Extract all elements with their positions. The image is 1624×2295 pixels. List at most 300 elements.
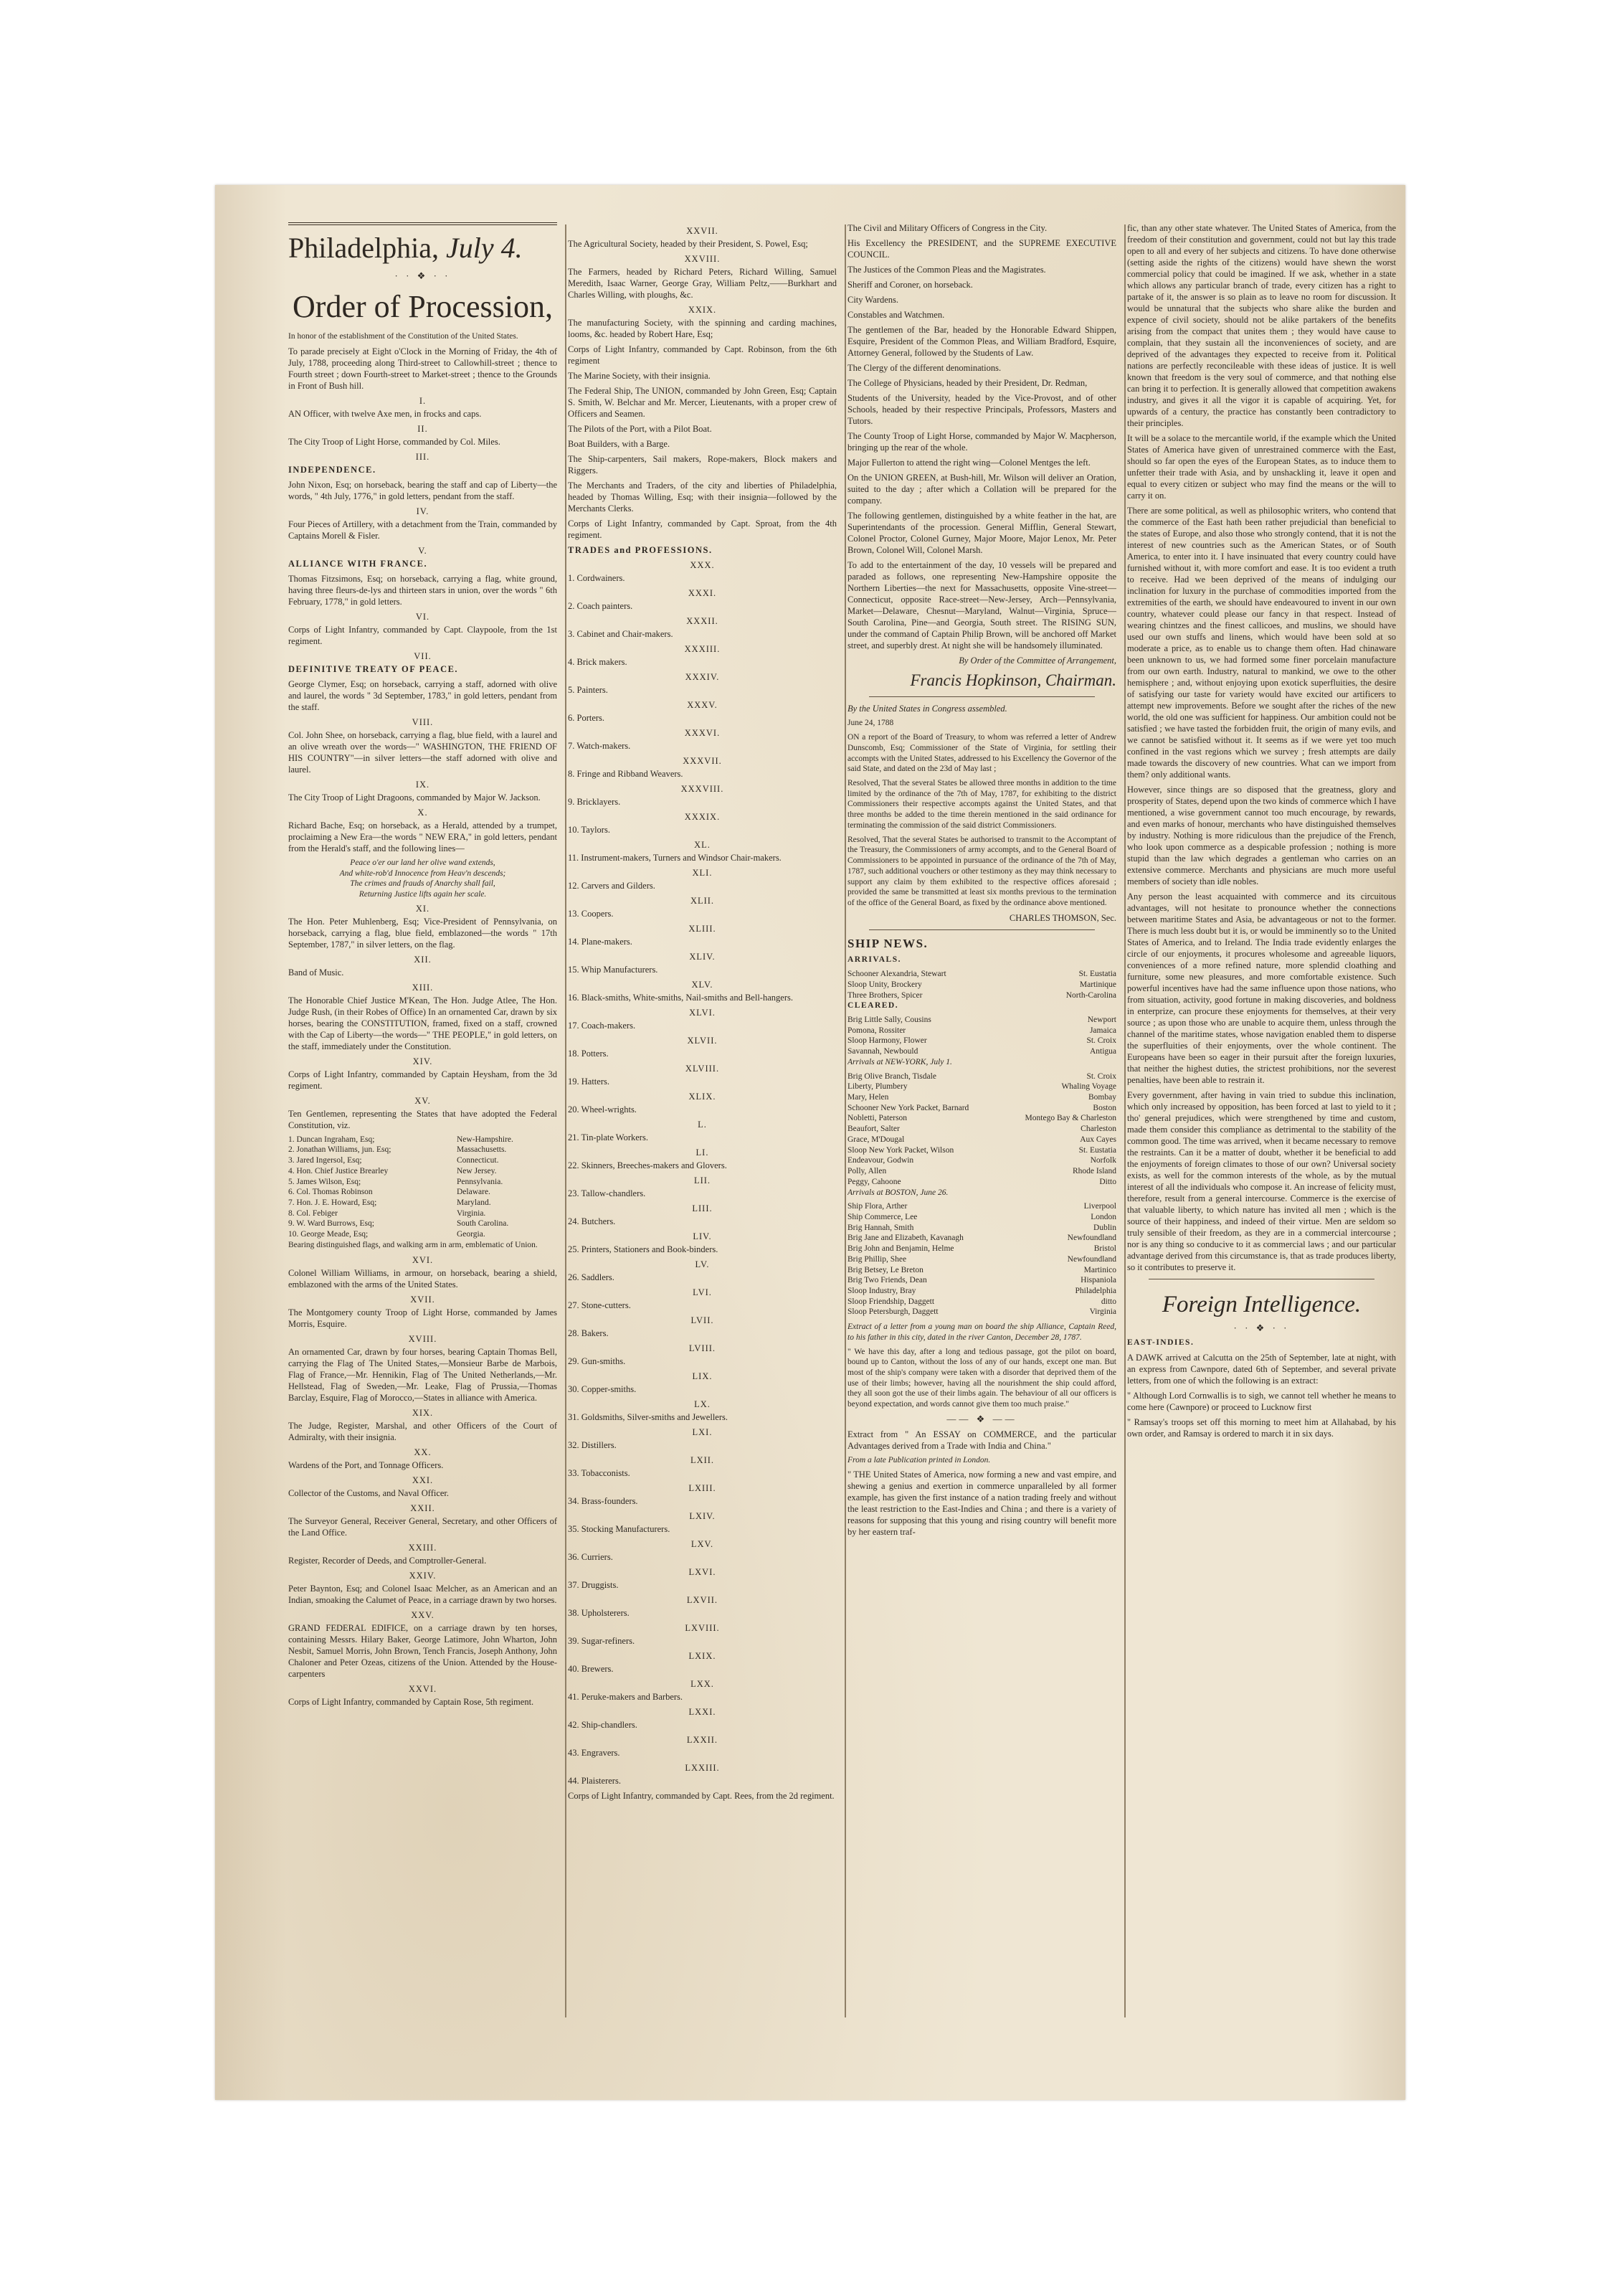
ship-port: Newfoundland <box>1067 1234 1116 1243</box>
boston-arrivals-list <box>847 1201 1116 1317</box>
trade-name: 36. Curriers. <box>568 1552 613 1562</box>
ship-port: Dublin <box>1093 1223 1116 1232</box>
item-text: Register, Recorder of Deeds, and Comptroller-General. <box>288 1555 487 1566</box>
verse-line: Returning Justice lifts again her scale. <box>358 890 487 899</box>
trade-name: 2. Coach painters. <box>568 601 633 611</box>
procession-line: The gentlemen of the Bar, headed by the Honorable Edward Shippen, Esquire, President of the Common Pleas, and William Bradford, Esquire, Attorney General, followed by the Students of Law. <box>847 325 1116 358</box>
item-text: Wardens of the Port, and Tonnage Officers. <box>288 1459 444 1470</box>
state-name: Massachusetts. <box>457 1145 507 1155</box>
state-delegate: 1. Duncan Ingraham, Esq; <box>288 1135 375 1144</box>
ship-port: Martinique <box>1079 980 1116 989</box>
item-text: Corps of Light Infantry, commanded by Captain Rose, 5th regiment. <box>288 1696 534 1707</box>
item-text: Corps of Light Infantry, commanded by Captain Heysham, from the 3d regiment. <box>288 1069 557 1091</box>
trade-number: LXXII. <box>686 1735 718 1745</box>
trade-number: LV. <box>695 1259 710 1269</box>
trade-number: XXXI. <box>688 588 717 598</box>
trade-number: LXVI. <box>688 1567 716 1577</box>
item-text: The Merchants and Traders, of the city and liberties of Philadelphia, headed by Thomas Willing, Esq; with their insignia—followed by the Merchants Clerks. <box>568 481 837 514</box>
trade-name: 18. Potters. <box>568 1049 609 1059</box>
ship-port: Bristol <box>1093 1244 1116 1254</box>
ship-row <box>847 990 1116 1001</box>
item-text: The City Troop of Light Dragoons, commanded by Major W. Jackson. <box>288 792 541 803</box>
procession-line: The County Troop of Light Horse, commanded by Major W. Macpherson, bringing up the rear of the whole. <box>847 431 1116 453</box>
procession-line: Students of the University, headed by the Vice-Provost, and of other Schools, headed by their respective Principals, Professors, Masters and Tutors. <box>847 393 1116 426</box>
foreign-paragraph: A DAWK arrived at Calcutta on the 25th of September, late at night, with an express from Cawnpore, dated 6th of September, and several private letters, from one of which the following is an extract: <box>1127 1352 1396 1386</box>
item-text: The Hon. Peter Muhlenberg, Esq; Vice-President of Pennsylvania, on horseback, carrying a flag, blue field, emblazoned—the words " 17th September, 1787," in silver letters, on the flag. <box>288 916 557 950</box>
ship-name: Schooner New York Packet, Barnard <box>847 1103 969 1112</box>
trade-name: 35. Stocking Manufacturers. <box>568 1524 670 1534</box>
trade-number: LXIX. <box>688 1651 716 1661</box>
item-number: XIX. <box>412 1407 434 1418</box>
procession-line: The following gentlemen, distinguished by a white feather in the hat, are Superintendants of the procession. General Mifflin, General Stewart, Colonel Proctor, Colonel Gurney, Major Moore, Major Lenox, Mr. Peter Brown, Colonel Will, Colonel Marsh. <box>847 511 1116 555</box>
procession-list <box>568 225 837 541</box>
ship-port: Newfoundland <box>1067 1254 1116 1264</box>
trade-name: 20. Wheel-wrights. <box>568 1104 637 1115</box>
trade-name: 16. Black-smiths, White-smiths, Nail-smiths and Bell-hangers. <box>568 993 793 1003</box>
trade-name: 7. Watch-makers. <box>568 741 631 751</box>
ornament: · · ❖ · · <box>1233 1322 1290 1334</box>
trade-name: 32. Distillers. <box>568 1440 617 1450</box>
dateline-date: July 4. <box>445 232 523 264</box>
congress-paragraph: Resolved, That the several States be allowed three months in addition to the time limited by the ordinance of the 7th of May, 1787, for exhibiting to the district Commissioners their respective accompts against the United States, and that three months be added to the time therein mentioned in the said ordinance for terminating the commission of the said district Commissioners. <box>847 779 1116 830</box>
ship-row <box>847 1036 1116 1046</box>
ship-port: St. Eustatia <box>1078 1145 1116 1155</box>
ship-port: Philadelphia <box>1075 1286 1116 1295</box>
item-number: II. <box>417 423 428 434</box>
ship-port: Charleston <box>1081 1125 1116 1134</box>
states-note: Bearing distinguished flags, and walking arm in arm, emblematic of Union. <box>288 1240 538 1249</box>
state-delegate: 7. Hon. J. E. Howard, Esq; <box>288 1198 377 1208</box>
trade-number: XXXIV. <box>685 672 720 682</box>
divider <box>869 929 1095 930</box>
state-name: Connecticut. <box>457 1156 499 1165</box>
trade-number: XLIV. <box>689 952 716 962</box>
trade-number: LX. <box>694 1399 711 1409</box>
item-text: Four Pieces of Artillery, with a detachment from the Train, commanded by Captains Morell & Fisler. <box>288 519 557 541</box>
ship-row <box>847 1071 1116 1082</box>
trade-name: 30. Copper-smiths. <box>568 1384 637 1394</box>
ship-row <box>847 1177 1116 1188</box>
verse-line: The crimes and frauds of Anarchy shall fail, <box>350 879 495 889</box>
column-rule <box>845 224 846 2017</box>
item-text: An ornamented Car, drawn by four horses, bearing Captain Thomas Bell, carrying the Flag of The United States,—Monsieur Barbe de Marbois, Flag of France,—Mr. Hennikin, Flag of The United Netherlands,—Mr. Hellstead, Flag of Sweden,—Mr. Leake, Flag of Prussia,—Thomas Barclay, Esquire, Flag of Morocco,—States in alliance with America. <box>288 1346 557 1403</box>
trade-name: 24. Butchers. <box>568 1216 616 1226</box>
item-detail: George Clymer, Esq; on horseback, carrying a staff, adorned with olive and laurel, the words " 3d September, 1783," in gold letters, pendant from the staff. <box>288 678 557 712</box>
trade-name: 4. Brick makers. <box>568 657 627 667</box>
ship-name: Brig Phillip, Shee <box>847 1254 907 1264</box>
item-number: XXIX. <box>688 305 717 315</box>
item-text: The Farmers, headed by Richard Peters, Richard Willing, Samuel Meredith, Isaac Warner, George Gray, William Peltz,——Burkhart and Charles Willing, with ploughs, &c. <box>568 267 837 300</box>
foreign-paragraph: " Ramsay's troops set off this morning to meet him at Allahabad, by his own order, and Ramsay is ordered to march it in six days. <box>1127 1416 1396 1439</box>
procession-line: Sheriff and Coroner, on horseback. <box>847 280 973 290</box>
trade-number: LXV. <box>690 1539 714 1549</box>
ship-name: Savannah, Newbould <box>847 1047 918 1056</box>
state-name: Georgia. <box>457 1230 485 1239</box>
item-text: The Honorable Chief Justice M'Kean, The Hon. Judge Atlee, The Hon. Judge Rush, (in their Robes of Office) In an ornamented Car, drawn by six horses, bearing the CONSTITUTION, framed, fixed on a staff, crowned with the Cap of Liberty—the words—" THE PEOPLE," in gold letters, on the staff, immediately under the Constitution. <box>288 995 557 1051</box>
divider <box>869 696 1095 697</box>
trade-name: 8. Fringe and Ribband Weavers. <box>568 769 683 779</box>
state-name: South Carolina. <box>457 1219 509 1229</box>
trade-number: LII. <box>693 1175 711 1186</box>
procession-line: The College of Physicians, headed by their President, Dr. Redman, <box>847 378 1088 388</box>
newspaper-page <box>215 185 1405 2100</box>
ship-row <box>847 1212 1116 1223</box>
item-text: DEFINITIVE TREATY OF PEACE. <box>288 663 459 674</box>
procession-line: The Justices of the Common Pleas and the Magistrates. <box>847 265 1046 275</box>
item-text: INDEPENDENCE. <box>288 464 376 475</box>
ship-name: Sloop New York Packet, Wilson <box>847 1145 954 1155</box>
item-number: XXVII. <box>686 226 718 236</box>
trade-number: LXX. <box>690 1679 714 1689</box>
arrivals-heading: ARRIVALS. <box>847 955 901 965</box>
ship-name: Ship Flora, Arther <box>847 1202 908 1211</box>
item-text: The Marine Society, with their insignia. <box>568 371 711 381</box>
ship-port: Newport <box>1087 1016 1116 1024</box>
trade-name: 23. Tallow-chandlers. <box>568 1188 646 1198</box>
item-number: XII. <box>414 954 432 965</box>
ship-row <box>847 980 1116 990</box>
trade-name: 40. Brewers. <box>568 1664 614 1674</box>
ship-name: Beaufort, Salter <box>847 1125 900 1134</box>
ship-name: Brig Little Sally, Cousins <box>847 1016 931 1024</box>
ship-row <box>847 1082 1116 1092</box>
letter-extract-heading: Extract of a letter from a young man on board the ship Alliance, Captain Reed, to his father in this city, dated in the river Canton, December 28, 1787. <box>847 1322 1116 1342</box>
article-title: Order of Procession, <box>293 288 553 324</box>
item-number: XVI. <box>412 1254 434 1265</box>
trade-name: 42. Ship-chandlers. <box>568 1720 637 1730</box>
foreign-paragraph: " Although Lord Cornwallis is to sigh, we cannot tell whether he means to come here (Cawnpore) or proceed to Lucknow first <box>1127 1390 1396 1412</box>
ship-port: Whaling Voyage <box>1061 1082 1116 1092</box>
state-delegate: 8. Col. Febiger <box>288 1208 338 1218</box>
procession-line: Major Fullerton to attend the right wing—Colonel Mentges the left. <box>847 458 1091 468</box>
congress-heading: By the United States in Congress assembled. <box>847 704 1007 714</box>
ship-port: Jamaica <box>1089 1026 1116 1035</box>
ship-port: Liverpool <box>1083 1202 1116 1211</box>
item-number: XXI. <box>412 1475 434 1485</box>
verse-line: Peace o'er our land her olive wand extends, <box>350 858 495 867</box>
signature: Francis Hopkinson, Chairman. <box>910 671 1116 689</box>
trade-number: XLI. <box>692 868 713 878</box>
trade-name: 5. Painters. <box>568 685 608 695</box>
state-name: Delaware. <box>457 1188 490 1197</box>
ship-row <box>847 1275 1116 1286</box>
ship-port: Rhode Island <box>1072 1167 1116 1176</box>
ship-row <box>847 1155 1116 1166</box>
trade-number: XXXVII. <box>683 756 722 766</box>
ship-news-heading: SHIP NEWS. <box>847 936 929 950</box>
item-number: VIII. <box>412 716 434 727</box>
congress-paragraph: Resolved, That the several States be authorised to transmit to the Accomptant of the Treasury, the Commissioners of army accompts, and to the General Board of Commissioners to be appointed in pursuance of the ordinance of the 7th of May, 1787, such additional vouchers or other testimony as they may think necessary to support any claim by them exhibited to the respective offices aforesaid ; provided the same be transmitted at least six months previous to the termination of the office of the General Board, as fixed by the ordinance above mentioned. <box>847 835 1116 907</box>
trade-number: XXXIX. <box>684 812 721 822</box>
ny-arrivals-list <box>847 1071 1116 1188</box>
procession-line: On the UNION GREEN, at Bush-hill, Mr. Wilson will deliver an Oration, suited to the day ; after which a Collation will be prepared for the company. <box>847 473 1116 506</box>
item-text: The Pilots of the Port, with a Pilot Boat. <box>568 424 712 434</box>
item-number: XVII. <box>410 1294 435 1305</box>
ship-port: Norfolk <box>1090 1156 1116 1165</box>
trade-name: 43. Engravers. <box>568 1748 620 1758</box>
state-name: New Jersey. <box>457 1166 497 1175</box>
procession-line: His Excellency the PRESIDENT, and the SUPREME EXECUTIVE COUNCIL. <box>847 238 1116 260</box>
trade-name: 39. Sugar-refiners. <box>568 1636 635 1646</box>
ship-port: Bombay <box>1088 1093 1116 1102</box>
item-number: XIII. <box>412 982 434 993</box>
item-text: The Agricultural Society, headed by their President, S. Powel, Esq; <box>568 239 808 249</box>
ship-name: Brig John and Benjamin, Helme <box>847 1244 954 1254</box>
ship-port: St. Eustatia <box>1078 970 1116 979</box>
trade-name: 21. Tin-plate Workers. <box>568 1132 648 1142</box>
ship-name: Grace, M'Dougal <box>847 1135 905 1144</box>
trade-name: 26. Saddlers. <box>568 1272 614 1282</box>
item-detail: Thomas Fitzsimons, Esq; on horseback, carrying a flag, white ground, having three fleurs-de-lys and thirteen stars in union, over the words " 6th February, 1778," in gold letters. <box>288 573 557 607</box>
trade-number: LIX. <box>692 1371 713 1381</box>
column-3 <box>847 222 1116 1541</box>
ship-port: ditto <box>1101 1297 1116 1306</box>
trade-name: 11. Instrument-makers, Turners and Windsor Chair-makers. <box>568 853 782 863</box>
ship-name: Polly, Allen <box>847 1167 887 1176</box>
essay-paragraph: fic, than any other state whatever. The United States of America, from the freedom of their constitution and government, could not but lay this trade open to all and every of her subjects and citizens. To have done otherwise (setting aside the rights of the citizens) would have shewn the worst commercial policy that could be imagined. If we ask, whether in a state which allows any particular branch of trade, every citizen has a right to partake of it, the answer is so plain as to leave no room for discussion. It would be unnatural that the subjects who share alike the burden and expence of civil society, should not be alike partakers of the benefits arising from the compact that unites them ; they would have cause to complain, that they sustain all the inconveniences of society, and are deprived of the advantages they expected to receive from it. Political nations are perfectly reconcileable with these ideas of justice. It is well known that freedom is the very soul of commerce, and that nothing else can bring it to perfection. It is generally allowed that competition awakens industry, and gives it all the vigor it is capable of acquiring. Yet, for upwards of a century, the practice has constantly been contradictory to their principles. <box>1127 223 1396 428</box>
item-text: Ten Gentlemen, representing the States that have adopted the Federal Constitution, viz. <box>288 1108 557 1130</box>
ship-port: St. Croix <box>1086 1036 1116 1046</box>
trade-number: LXIV. <box>689 1511 716 1521</box>
item-number: XX. <box>414 1447 432 1457</box>
ship-row <box>847 1286 1116 1297</box>
ship-row <box>847 1113 1116 1124</box>
state-delegate: 9. W. Ward Burrows, Esq; <box>288 1219 374 1229</box>
trade-number: XLV. <box>691 980 713 990</box>
ship-port: London <box>1091 1212 1116 1221</box>
state-delegate: 10. George Meade, Esq; <box>288 1230 369 1239</box>
item-number: XXIV. <box>409 1570 437 1581</box>
ship-row <box>847 1254 1116 1265</box>
trade-name: 9. Bricklayers. <box>568 797 621 807</box>
item-text: Corps of Light Infantry, commanded by Capt. Claypoole, from the 1st regiment. <box>288 624 557 646</box>
trade-number: XL. <box>694 840 711 850</box>
trade-number: LIV. <box>693 1231 712 1241</box>
procession-list-continued <box>288 1254 557 1708</box>
congress-text <box>847 732 1116 909</box>
column-rule <box>565 224 566 2017</box>
trade-name: 3. Cabinet and Chair-makers. <box>568 629 673 639</box>
ship-row <box>847 1046 1116 1057</box>
trade-number: XLIII. <box>688 924 716 934</box>
item-text: The Ship-carpenters, Sail makers, Rope-makers, Block makers and Riggers. <box>568 454 837 475</box>
trade-name: 1. Cordwainers. <box>568 573 625 583</box>
trade-name: 17. Coach-makers. <box>568 1021 636 1031</box>
trade-name: 31. Goldsmiths, Silver-smiths and Jewellers. <box>568 1412 728 1422</box>
ship-port: Ditto <box>1099 1177 1116 1186</box>
item-text: Collector of the Customs, and Naval Officer. <box>288 1487 450 1498</box>
ship-row <box>847 1026 1116 1036</box>
item-number: IX. <box>415 779 430 790</box>
state-delegate: 4. Hon. Chief Justice Brearley <box>288 1166 389 1175</box>
trade-number: LXIII. <box>688 1483 716 1493</box>
item-text: The Federal Ship, The UNION, commanded by John Green, Esq; Captain S. Smith, W. Belchar and Mr. Mercer, Lieutenants, with a proper crew of Officers and Seamen. <box>568 386 837 419</box>
item-text: Col. John Shee, on horseback, carrying a flag, blue field, with a laurel and an olive wreath over the words—" WASHINGTON, THE FRIEND OF HIS COUNTRY"—in silver letters—the staff adorned with olive and laurel. <box>288 729 557 775</box>
ship-name: Sloop Friendship, Daggett <box>847 1297 935 1306</box>
trade-number: LVII. <box>690 1315 714 1325</box>
dateline <box>288 222 557 266</box>
procession-list <box>288 395 557 1131</box>
ship-name: Mary, Helen <box>847 1093 889 1102</box>
ship-row <box>847 1103 1116 1114</box>
trade-number: LVI. <box>693 1287 712 1297</box>
ship-name: Endeavour, Godwin <box>847 1156 914 1165</box>
ship-name: Sloop Industry, Bray <box>847 1286 916 1295</box>
trade-number: XXXIII. <box>684 644 721 654</box>
ship-name: Brig Betsey, Le Breton <box>847 1265 923 1274</box>
ship-name: Brig Hannah, Smith <box>847 1223 914 1232</box>
trade-number: XXX. <box>690 560 715 570</box>
by-order-line: By Order of the Committee of Arrangement, <box>959 656 1116 666</box>
essay-source: From a late Publication printed in London. <box>847 1455 991 1464</box>
state-name: Virginia. <box>457 1208 486 1218</box>
item-text: AN Officer, with twelve Axe men, in frocks and caps. <box>288 408 482 419</box>
closing-line: Corps of Light Infantry, commanded by Capt. Rees, from the 2d regiment. <box>568 1791 835 1801</box>
ship-row <box>847 1233 1116 1244</box>
procession-line: City Wardens. <box>847 295 898 305</box>
ship-row <box>847 1265 1116 1276</box>
ship-row <box>847 969 1116 980</box>
trade-number: XLVI. <box>689 1008 716 1018</box>
essay-paragraph: However, since things are so disposed that the greatness, glory and prosperity of States, depend upon the two kinds of commerce which I have mentioned, a wise government cannot too much encourage, by rewards, and even marks of honour, merchants who have distinguished themselves by industry. Nothing is more ridiculous than the prejudice of the French, who look upon commerce as a despicable profession ; nothing is more stupid than the law which degrades a gentleman who carries on an extensive commerce. Merchants and physicians are much more useful members of society than idle nobles. <box>1127 785 1396 886</box>
ship-name: Brig Jane and Elizabeth, Kavanagh <box>847 1234 964 1243</box>
trade-number: LXI. <box>692 1427 713 1437</box>
item-text: Colonel William Williams, in armour, on horseback, bearing a shield, emblazoned with the arms of the United States. <box>288 1267 557 1290</box>
item-text: Peter Baynton, Esq; and Colonel Isaac Melcher, as an American and an Indian, smoaking the Calumet of Peace, in a carriage drawn by two horses. <box>288 1583 557 1605</box>
ornament: —— ❖ —— <box>946 1413 1017 1424</box>
item-text: The City Troop of Light Horse, commanded by Col. Miles. <box>288 436 500 447</box>
column-4 <box>1127 222 1396 1443</box>
essay-paragraph: There are some political, as well as philosophic writers, who contend that the commerce of the East hath been rather prejudicial than beneficial to the states of Europe, and also those who strongly contend, that it is not the interest of new countries such as the American States, or of South America, to enter into it. I have insinuated that every country could have furnished without it, with more comfort and ease. It is too evident a truth to receive. Had we been deprived of the means of indulging our inclination for luxury in the purchase of commodities imported from the extremities of the earth, we should have endeavoured to invent in our own country, whatever could please our fancy in that respect. Instead of wearing chintzes and the finest callicoes, and muslins, we should have used our own stuffs and linens, which would have been sold at so moderate a price, as to enable us to change them often. Had chinaware been unknown to us, we had formed some finer porcelain manufacture from our own earth. Industry, natural to mankind, we owe to the other hemisphere ; and, without enjoying upon exotick superfluities, the desire of satisfying our taste for variety would have excited our artificers to attempt new improvements. Before we sought after the riches of the new world, the old one was sufficient for happiness. Our ambition could not be satisfied ; we have tasted the forbidden fruit, the origin of many evils, and we cannot be satisfied without it. It seems as if we were yet too much confined in the vast regions which we survey ; fresh attempts are daily made towards the discovery of new countries. What can we import from them? only additional wants. <box>1127 506 1396 780</box>
ship-port: Boston <box>1093 1103 1116 1112</box>
item-text: ALLIANCE WITH FRANCE. <box>288 558 428 569</box>
trade-number: LI. <box>695 1148 709 1158</box>
trade-name: 13. Coopers. <box>568 909 614 919</box>
trade-number: XXXV. <box>687 700 718 710</box>
ship-row <box>847 1145 1116 1156</box>
trade-name: 37. Druggists. <box>568 1580 619 1590</box>
trade-name: 10. Taylors. <box>568 825 610 835</box>
ship-row <box>847 1297 1116 1307</box>
ship-name: Pomona, Rossiter <box>847 1026 906 1035</box>
ship-name: Ship Commerce, Lee <box>847 1212 918 1221</box>
arrivals-list <box>847 969 1116 1000</box>
item-number: IV. <box>416 506 429 516</box>
state-delegate: 2. Jonathan Williams, jun. Esq; <box>288 1145 391 1155</box>
states-list <box>288 1135 557 1240</box>
trade-number: LXVIII. <box>685 1623 720 1633</box>
item-number: XXVIII. <box>684 254 721 264</box>
item-number: XXIII. <box>408 1542 437 1553</box>
item-number: XI. <box>415 903 430 914</box>
trade-name: 19. Hatters. <box>568 1076 609 1087</box>
trade-number: XXXII. <box>686 616 718 626</box>
article-subtitle: In honor of the establishment of the Constitution of the United States. <box>288 332 518 341</box>
essay-paragraph: It will be a solace to the mercantile world, if the example which the United States of America have given of unrestrained commerce with the East, should so far open the eyes of the European States, as to induce them to unfetter their trade with Asia, and by unshackling it, leave it open and equal to every citizen or subject who may find the means or the will to carry it on. <box>1127 433 1396 501</box>
state-delegate: 5. James Wilson, Esq; <box>288 1177 361 1186</box>
ship-row <box>847 1244 1116 1254</box>
essay-paragraph: Every government, after having in vain tried to subdue this inclination, which only increased by opposition, has been forced at last to yield to it ; tho' general prejudices, which were strengthened by time and custom, made them consider this compliance as detrimental to the stability of the common good. The time was arrived, when it became necessary to remove the restraints. Can it be a matter of doubt, whether it be beneficial to add the enjoyments of foreign climates to those of our own? Universal society exists, as well for the common interests of the whole, as by the mutual interest of all the individuals who compose it. An increase of felicity must, therefore, result from a general intercourse. Commerce is the exercise of that valuable liberty, to which nature has invited all men ; which is the source of their happiness, and indeed of their virtue. Men are seldom so truly sensible of their freedom, as they are in a commercial intercourse ; nor is any thing so conducive to it as commercial laws ; and our particular advantage derived from this circumstance is, that as trade produces liberty, so it contributes to preserve it. <box>1127 1090 1396 1272</box>
ship-name: Liberty, Plumbery <box>847 1082 908 1092</box>
trade-name: 44. Plaisterers. <box>568 1776 621 1786</box>
trade-number: XLVII. <box>687 1036 718 1046</box>
foreign-intelligence-heading: Foreign Intelligence. <box>1162 1292 1362 1317</box>
letter-extract-text: " We have this day, after a long and tedious passage, got the pilot on board, bound up to Canton, without the loss of any of our hands, except one man. But most of the ship's company were taken with a disorder that deprived them of the use of their limbs; however, having all the nourishment the ship could afford, they all soon got the use of their limbs again. The behaviour of all our officers is beyond expectation, and words cannot give them too much praise." <box>847 1347 1116 1409</box>
state-name: Pennsylvania. <box>457 1177 503 1186</box>
item-number: V. <box>418 545 427 556</box>
trade-name: 6. Porters. <box>568 713 605 723</box>
trade-name: 34. Brass-founders. <box>568 1496 638 1506</box>
ship-port: Aux Cayes <box>1080 1135 1116 1144</box>
procession-list <box>847 222 1116 651</box>
trade-name: 29. Gun-smiths. <box>568 1356 626 1366</box>
essay-heading: Extract from " An ESSAY on COMMERCE, and the particular Advantages derived from a Trade with India and China." <box>847 1429 1116 1451</box>
trades-list <box>568 559 837 1787</box>
item-detail: John Nixon, Esq; on horseback, bearing the staff and cap of Liberty—the words, " 4th July, 1776," in gold letters, pendant from the staff. <box>288 479 557 501</box>
state-name: Maryland. <box>457 1198 491 1208</box>
trade-number: LXXI. <box>688 1707 716 1717</box>
ship-name: Schooner Alexandria, Stewart <box>847 970 946 979</box>
ship-row <box>847 1223 1116 1234</box>
ship-name: Sloop Unity, Brockery <box>847 980 922 989</box>
item-text: Band of Music. <box>288 967 344 978</box>
trade-number: XLIX. <box>688 1092 716 1102</box>
article-intro: To parade precisely at Eight o'Clock in the Morning of Friday, the 4th of July, 1788, proceeding along Third-street to Callowhill-street ; thence to Fourth street ; down Fourth-street to Market-street ; thence to the Grounds in Front of Bush hill. <box>288 346 557 391</box>
ship-name: Nobletti, Paterson <box>847 1114 908 1123</box>
ship-port: North-Carolina <box>1065 990 1116 1000</box>
item-number: XXII. <box>410 1503 435 1513</box>
item-text: Boat Builders, with a Barge. <box>568 439 670 449</box>
ship-name: Sloop Harmony, Flower <box>847 1036 927 1046</box>
item-text: Richard Bache, Esq; on horseback, as a Herald, attended by a trumpet, proclaiming a New Era—the words " NEW ERA," in gold letters, pendant from the Herald's staff, and the following lines— <box>288 820 557 853</box>
east-indies-heading: EAST-INDIES. <box>1127 1338 1195 1347</box>
ship-name: Peggy, Cahoone <box>847 1177 901 1186</box>
ship-row <box>847 1135 1116 1145</box>
ship-port: Montego Bay & Charleston <box>1025 1114 1116 1123</box>
ship-port: Virginia <box>1089 1307 1116 1317</box>
item-number: III. <box>415 451 430 462</box>
ship-port: Hispaniola <box>1081 1276 1116 1285</box>
trade-name: 12. Carvers and Gilders. <box>568 881 655 891</box>
ship-port: Antigua <box>1089 1047 1116 1056</box>
ship-name: Sloop Petersburgh, Daggett <box>847 1307 939 1317</box>
item-text: The Judge, Register, Marshal, and other Officers of the Court of Admiralty, with their insignia. <box>288 1420 557 1442</box>
essay-text: " THE United States of America, now forming a new and vast empire, and shewing a genius and exertion in commerce unparalleled by all former example, has given the first instance of a nation trading freely and without the least restriction to the East-Indies and China ; and there is a variety of reasons for supposing that this young and rising country will benefit more by her eastern traf- <box>847 1470 1116 1538</box>
state-delegate: 3. Jared Ingersol, Esq; <box>288 1156 362 1165</box>
trade-number: LXII. <box>690 1455 715 1465</box>
trade-number: XXXVI. <box>684 728 721 738</box>
item-number: I. <box>419 395 427 406</box>
state-delegate: 6. Col. Thomas Robinson <box>288 1188 373 1197</box>
trade-number: XLII. <box>690 896 715 906</box>
verse-line: And white-rob'd Innocence from Heav'n descends; <box>339 869 506 878</box>
trade-name: 41. Peruke-makers and Barbers. <box>568 1692 683 1702</box>
trade-name: 22. Skinners, Breeches-makers and Glovers. <box>568 1160 727 1170</box>
item-number: X. <box>417 807 428 818</box>
trade-name: 33. Tobacconists. <box>568 1468 630 1478</box>
ship-row <box>847 1124 1116 1135</box>
column-1 <box>288 222 557 1711</box>
item-text: The Surveyor General, Receiver General, Secretary, and other Officers of the Land Office. <box>288 1515 557 1538</box>
ship-name: Brig Two Friends, Dean <box>847 1276 927 1285</box>
trade-name: 27. Stone-cutters. <box>568 1300 631 1310</box>
item-number: XIV. <box>412 1056 433 1066</box>
trade-name: 15. Whip Manufacturers. <box>568 965 658 975</box>
ornament: · · ❖ · · <box>394 270 451 282</box>
ship-row <box>847 1166 1116 1177</box>
ship-port: St. Croix <box>1086 1071 1116 1081</box>
cleared-heading: CLEARED. <box>847 1001 899 1011</box>
